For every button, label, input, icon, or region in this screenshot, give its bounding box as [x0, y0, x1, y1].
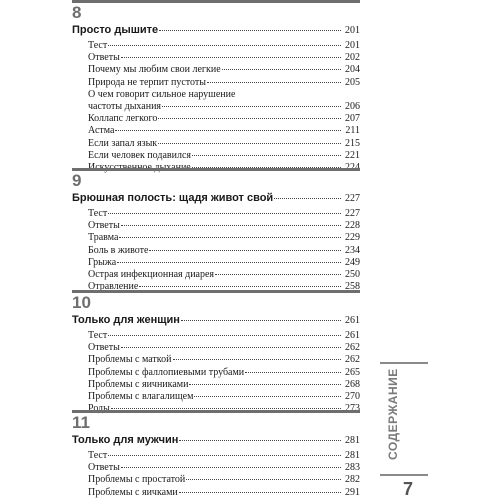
toc-entry[interactable] — [72, 462, 360, 474]
entry-label: О чем говорит сильное нарушение — [88, 88, 236, 100]
page-number: 7 — [402, 479, 413, 499]
entry-label: Ответы — [88, 342, 120, 354]
toc-entry[interactable] — [72, 269, 360, 281]
chapter-page: 261 — [345, 315, 360, 326]
entry-page: 265 — [345, 366, 360, 378]
leader-dots — [173, 359, 342, 360]
entry-label: Проблемы с фаллопиевыми трубами — [88, 366, 245, 378]
toc-entry[interactable] — [72, 450, 360, 462]
toc-entry[interactable] — [72, 89, 360, 113]
leader-dots — [117, 262, 341, 263]
entry-label: Коллапс легкого — [88, 113, 158, 125]
entry-label: Ответы — [88, 52, 120, 64]
entry-page: 249 — [345, 256, 360, 268]
entry-page: 261 — [345, 330, 360, 341]
entry-page: 215 — [345, 137, 360, 149]
entry-label: Тест — [88, 208, 108, 219]
chapter-8 — [72, 0, 360, 174]
entry-label: Если запал язык — [88, 137, 158, 149]
toc-entry[interactable] — [72, 379, 360, 391]
leader-dots — [189, 384, 341, 385]
leader-dots — [181, 320, 341, 321]
chapter-number: 11 — [72, 410, 360, 433]
entry-label-continued: частоты дыхания — [88, 101, 162, 113]
toc-entry[interactable] — [72, 52, 360, 64]
leader-dots — [159, 30, 341, 31]
entry-page: 211 — [345, 125, 360, 137]
entry-page: 227 — [345, 208, 360, 219]
toc-entry[interactable] — [72, 354, 360, 366]
chapter-number: 9 — [72, 168, 360, 191]
entry-label: Отравление — [88, 281, 139, 293]
chapter-title: Только для женщин — [72, 314, 180, 326]
entry-page: 282 — [345, 474, 360, 486]
entry-label: Проблемы с влагалищем — [88, 391, 194, 403]
entry-page: 268 — [345, 378, 360, 390]
leader-dots — [179, 492, 341, 493]
entry-label: Почему мы любим свои легкие — [88, 64, 221, 76]
side-tab-rule — [380, 474, 428, 476]
leader-dots — [121, 57, 341, 58]
leader-dots — [121, 225, 341, 226]
entry-page: 281 — [345, 450, 360, 461]
toc-entry[interactable] — [72, 150, 360, 162]
leader-dots — [108, 213, 341, 214]
toc-entry[interactable] — [72, 77, 360, 89]
entry-page: 224 — [345, 162, 360, 174]
leader-dots — [179, 440, 341, 441]
toc-entry[interactable] — [72, 232, 360, 244]
chapter-title: Брюшная полость: щадя живот свой — [72, 192, 274, 204]
leader-dots — [222, 69, 341, 70]
entry-page: 205 — [345, 76, 360, 88]
leader-dots — [245, 372, 341, 373]
entry-label: Искусственное дыхание — [88, 162, 191, 174]
leader-dots — [215, 274, 341, 275]
entry-label: Острая инфекционная диарея — [88, 269, 215, 281]
toc-entry[interactable] — [72, 342, 360, 354]
chapter-items — [72, 330, 360, 415]
entry-label: Если человек подавился — [88, 149, 191, 161]
side-tab-rule — [380, 362, 428, 364]
chapter-page: 201 — [345, 25, 360, 36]
toc-entry[interactable] — [72, 40, 360, 52]
entry-page: 228 — [345, 220, 360, 232]
chapter-title: Только для мужчин — [72, 434, 179, 446]
leader-dots — [194, 396, 341, 397]
entry-label: Грыжа — [88, 256, 117, 268]
leader-dots — [149, 250, 341, 251]
chapter-title-row[interactable] — [72, 192, 360, 205]
entry-label: Астма — [88, 125, 115, 137]
entry-page: 207 — [345, 113, 360, 125]
entry-label: Ответы — [88, 220, 120, 232]
entry-label: Боль в животе — [88, 244, 149, 256]
leader-dots — [186, 479, 341, 480]
leader-dots — [207, 82, 341, 83]
toc-entry[interactable] — [72, 138, 360, 150]
chapter-11 — [72, 410, 360, 499]
entry-label: Проблемы с яичками — [88, 486, 178, 498]
entry-label: Проблемы с яичниками — [88, 378, 189, 390]
chapter-10 — [72, 290, 360, 415]
entry-page: 234 — [345, 244, 360, 256]
entry-page: 206 — [345, 101, 360, 113]
entry-label: Природа не терпит пустоты — [88, 76, 206, 88]
chapter-title-row[interactable] — [72, 24, 360, 37]
entry-label: Травма — [88, 232, 119, 244]
entry-label: Тест — [88, 450, 108, 461]
chapter-items — [72, 450, 360, 499]
entry-label: Тест — [88, 40, 108, 51]
toc-entry[interactable] — [72, 125, 360, 137]
leader-dots — [121, 467, 341, 468]
entry-page: 273 — [345, 403, 360, 415]
toc-entry[interactable] — [72, 474, 360, 486]
chapter-items — [72, 40, 360, 174]
chapter-number: 8 — [72, 0, 360, 23]
toc-entry[interactable] — [72, 487, 360, 499]
entry-page: 283 — [345, 462, 360, 474]
entry-label: Ответы — [88, 462, 120, 474]
chapter-number: 10 — [72, 290, 360, 313]
leader-dots — [108, 45, 341, 46]
toc-entry[interactable] — [72, 391, 360, 403]
entry-page: 291 — [345, 486, 360, 498]
entry-label: Проблемы с простатой — [88, 474, 186, 486]
leader-dots — [192, 155, 341, 156]
leader-dots — [108, 455, 341, 456]
leader-dots — [158, 118, 341, 119]
entry-page: 202 — [345, 52, 360, 64]
leader-dots — [139, 286, 341, 287]
entry-page: 201 — [345, 40, 360, 51]
leader-dots — [115, 130, 341, 131]
toc-entry[interactable] — [72, 113, 360, 125]
chapter-title: Просто дышите — [72, 24, 159, 36]
leader-dots — [119, 237, 341, 238]
leader-dots — [274, 198, 341, 199]
entry-page: 262 — [345, 342, 360, 354]
chapter-title-row[interactable] — [72, 434, 360, 447]
section-label: СОДЕРЖАНИЕ — [386, 368, 400, 460]
leader-dots — [121, 347, 341, 348]
entry-page: 262 — [345, 354, 360, 366]
entry-label: Тест — [88, 330, 108, 341]
toc-entry[interactable] — [72, 257, 360, 269]
toc-entry[interactable] — [72, 220, 360, 232]
chapter-9 — [72, 168, 360, 293]
leader-dots — [162, 106, 341, 107]
entry-page: 229 — [345, 232, 360, 244]
toc-entry[interactable] — [72, 367, 360, 379]
leader-dots — [158, 143, 341, 144]
leader-dots — [108, 335, 341, 336]
toc-entry[interactable] — [72, 64, 360, 76]
entry-page: 204 — [345, 64, 360, 76]
entry-page: 221 — [345, 149, 360, 161]
entry-label: Проблемы с маткой — [88, 354, 172, 366]
entry-page: 258 — [345, 281, 360, 293]
chapter-page: 281 — [345, 435, 360, 446]
chapter-page: 227 — [345, 193, 360, 204]
chapter-title-row[interactable] — [72, 314, 360, 327]
toc-entry[interactable] — [72, 245, 360, 257]
toc-entry[interactable] — [72, 330, 360, 342]
entry-page: 270 — [345, 391, 360, 403]
entry-page: 250 — [345, 269, 360, 281]
toc-entry[interactable] — [72, 208, 360, 220]
chapter-items — [72, 208, 360, 293]
entry-label: Роды — [88, 403, 110, 415]
